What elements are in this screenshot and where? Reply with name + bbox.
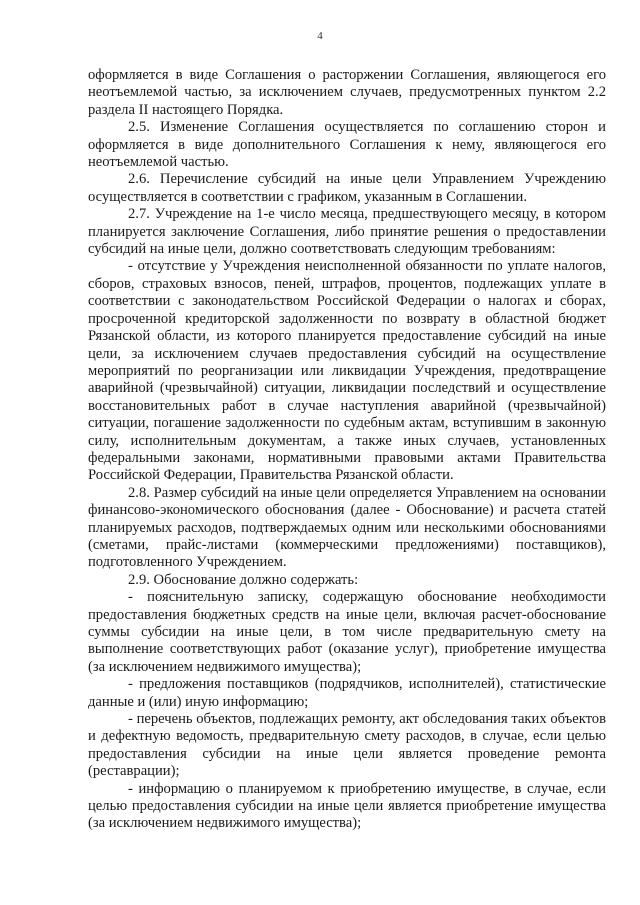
page-number: 4 bbox=[317, 30, 323, 42]
paragraph-2-9-item-repair-objects: - перечень объектов, подлежащих ремонту, акт обследования таких объектов и дефектную ведомость, предварительную смету расходов, в случае, если целью предоставления субсидии на иные цели является проведение ремонта (реставрации); bbox=[88, 711, 606, 780]
paragraph-2-9-item-supplier-offers: - предложения поставщиков (подрядчиков, исполнителей), статистические данные и (или) иную информацию; bbox=[88, 676, 606, 710]
paragraph-2-9-item-explanatory-note: - пояснительную записку, содержащую обоснование необходимости предоставления бюджетных средств на иные цели, включая расчет-обоснование суммы субсидии на иные цели, в том числе предварительную смету на выполнение соответствующих работ (оказание услуг), приобретение имущества (за исключением недвижимого имущества); bbox=[88, 589, 606, 675]
paragraph-2-6: 2.6. Перечисление субсидий на иные цели Управлением Учреждению осуществляется в соответствии с графиком, указанным в Соглашении. bbox=[88, 171, 606, 205]
paragraph-continuation: оформляется в виде Соглашения о расторжении Соглашения, являющегося его неотъемлемой частью, за исключением случаев, предусмотренных пунктом 2.2 раздела II настоящего Порядка. bbox=[88, 67, 606, 118]
paragraph-2-9: 2.9. Обоснование должно содержать: bbox=[128, 571, 359, 588]
paragraph-2-7: 2.7. Учреждение на 1-е число месяца, предшествующего месяцу, в котором планируется заключение Соглашения, либо принятие решения о предоставлении субсидий на иные цели, должно соответствовать следующим требованиям: bbox=[88, 206, 606, 258]
paragraph-2-9-item-property-info: - информацию о планируемом к приобретению имуществе, в случае, если целью предоставления субсидии на иные цели является приобретение имущества (за исключением недвижимого имущества); bbox=[88, 780, 606, 832]
paragraph-2-5: 2.5. Изменение Соглашения осуществляется по соглашению сторон и оформляется в виде дополнительного Соглашения к нему, являющегося его неотъемлемой частью. bbox=[88, 119, 606, 171]
paragraph-2-7-requirement: - отсутствие у Учреждения неисполненной обязанности по уплате налогов, сборов, страховых взносов, пеней, штрафов, процентов, подлежащих уплате в соответствии с законодательством Российской Федерации о налогах и сборах, просроченной кредиторской задолженности по возврату в областной бюджет Рязанской области, из которого планируется предоставление субсидий на иные цели, за исключением случаев предоставления субсидий на осуществление мероприятий по реорганизации или ликвидации Учреждения, предотвращение аварийной (чрезвычайной) ситуации, ликвидации последствий и осуществление восстановительных работ в случае наступления аварийной (чрезвычайной) ситуации, погашение задолженности по судебным актам, вступившим в законную силу, исполнительным документам, а также иных случаев, установленных федеральными законами, нормативными правовыми актами Правительства Российской Федерации, Правительства Рязанской области. bbox=[88, 258, 606, 484]
document-body bbox=[88, 67, 606, 833]
paragraph-2-8: 2.8. Размер субсидий на иные цели определяется Управлением на основании финансово-экономического обоснования (далее - Обоснование) и расчета статей планируемых расходов, подтверждаемых одним или несколькими обоснованиями (сметами, прайс-листами (коммерческими предложениями) поставщиков), подготовленного Учреждением. bbox=[88, 484, 606, 571]
